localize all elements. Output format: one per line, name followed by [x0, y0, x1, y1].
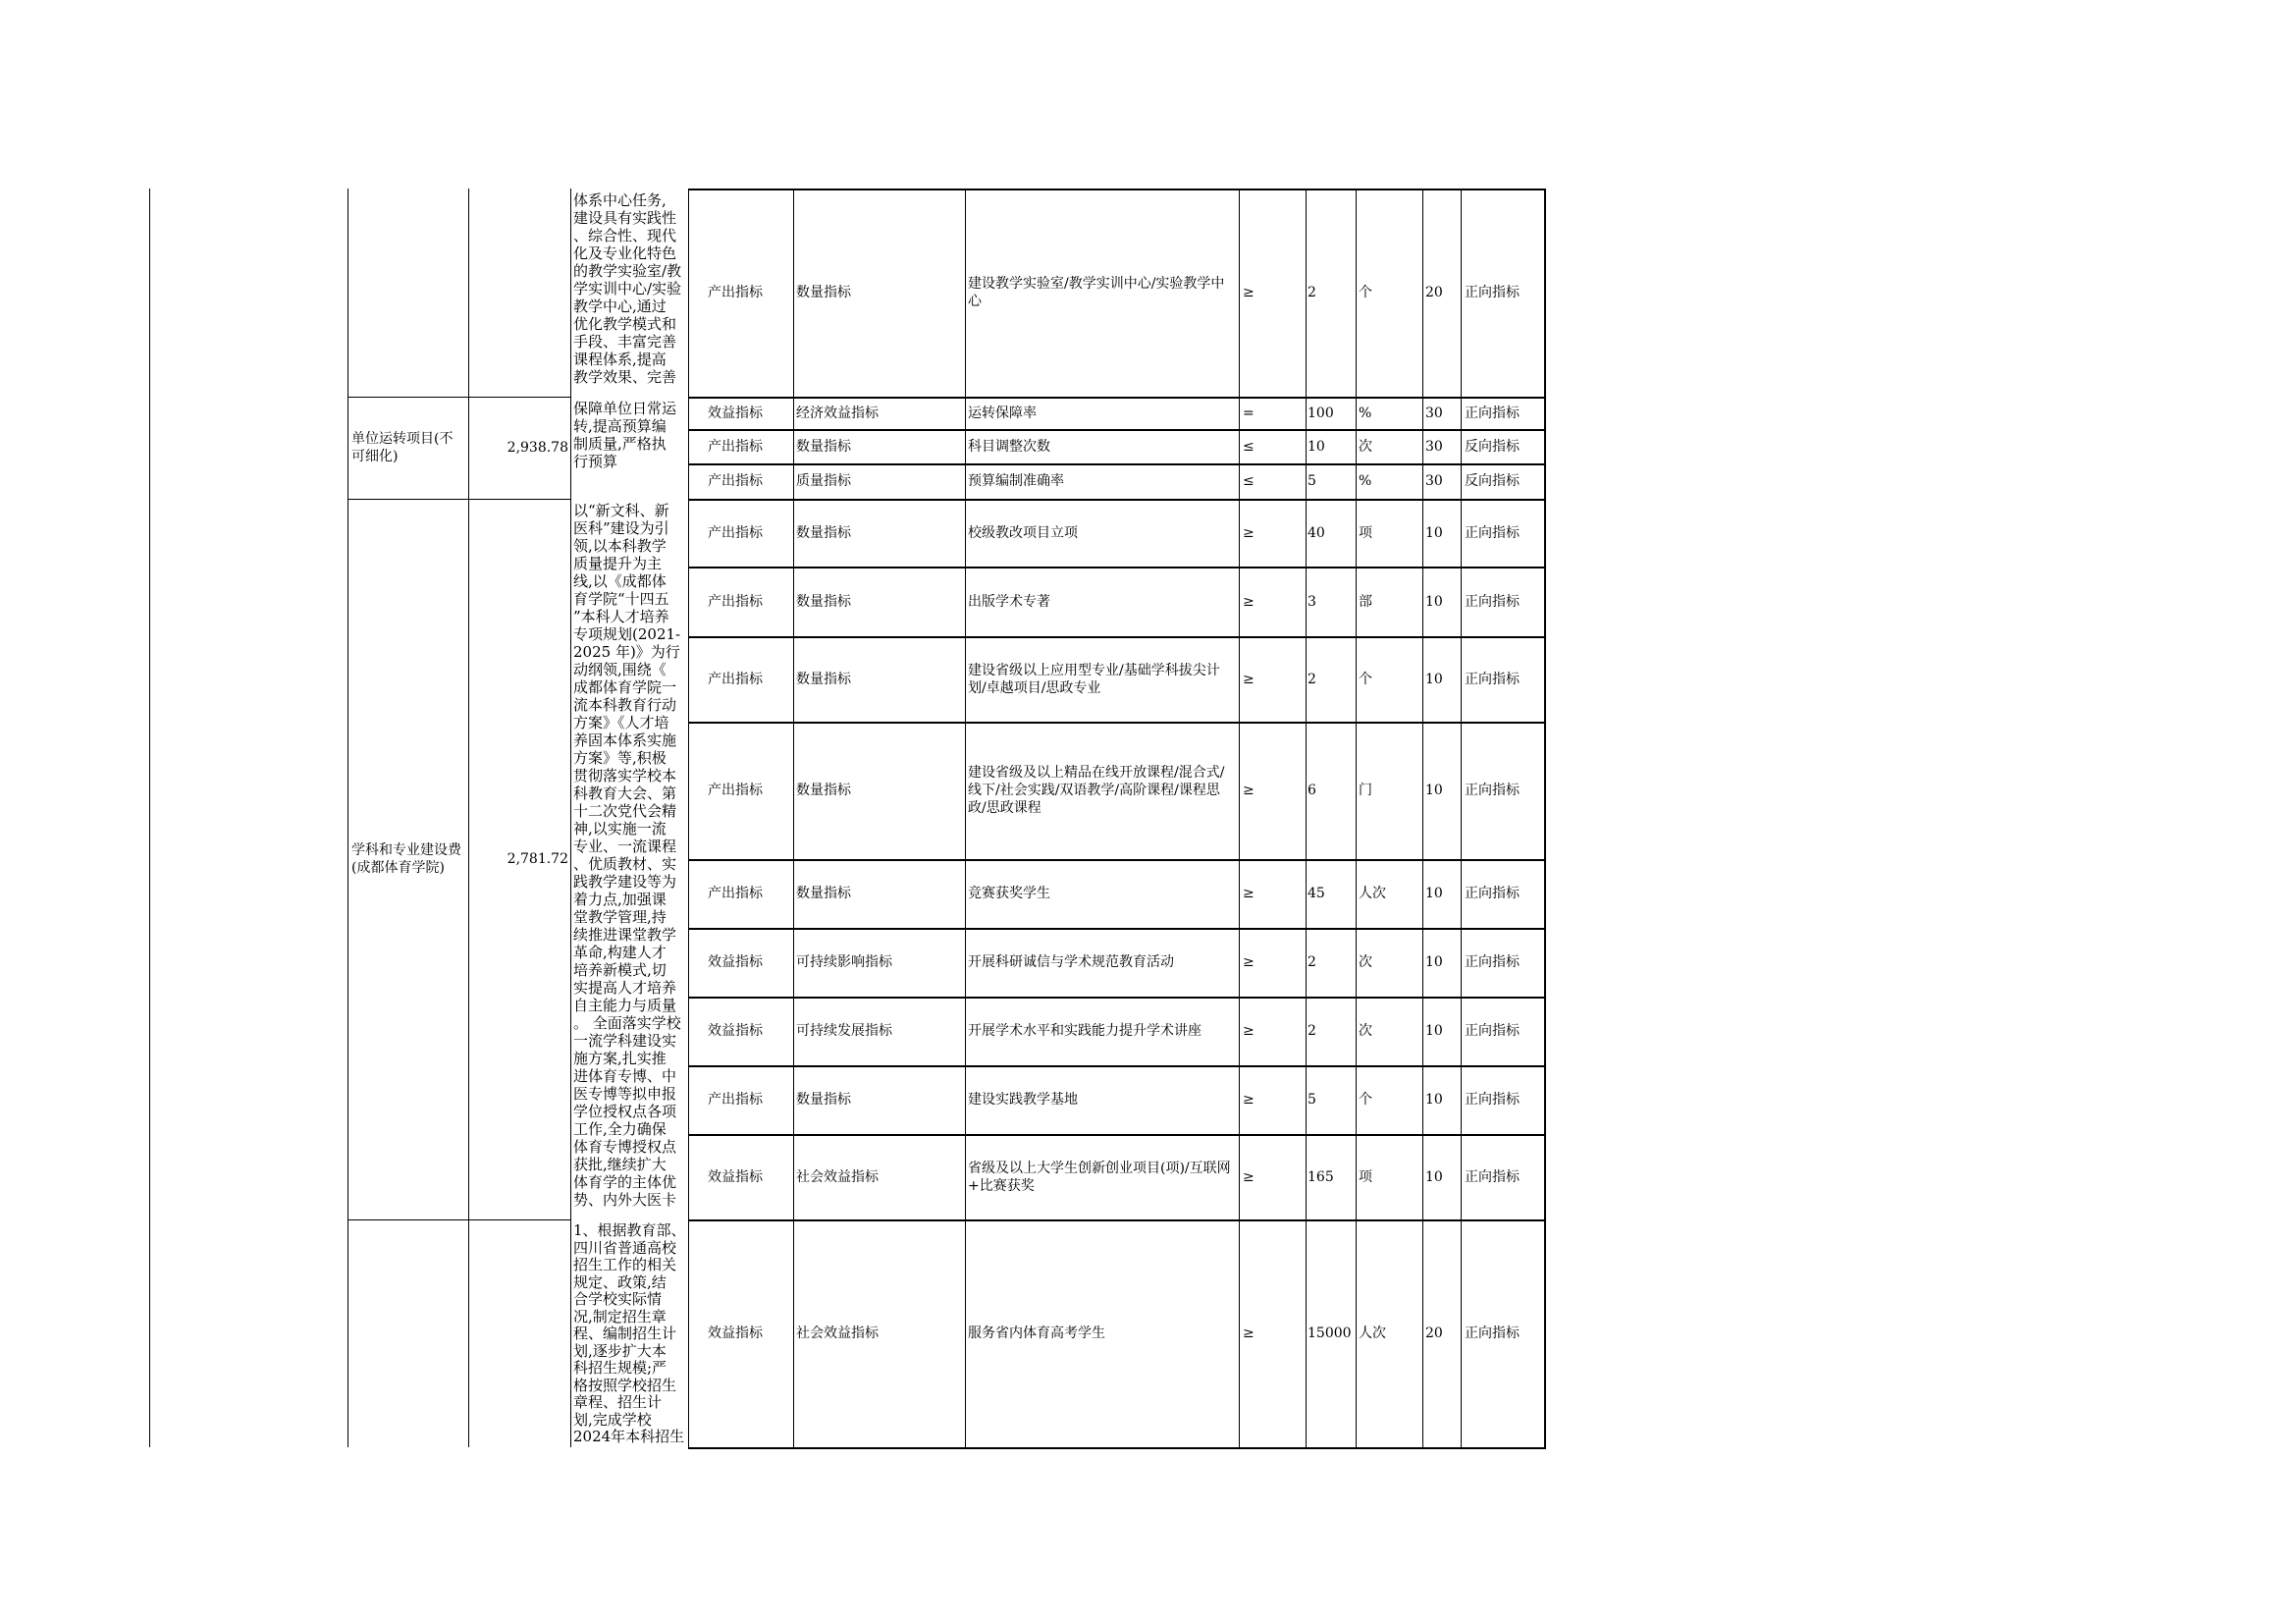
indicator-weight: 30	[1425, 473, 1443, 489]
project-amount: 2,938.78	[507, 440, 568, 456]
goal-line: 、综合性、现代	[573, 227, 677, 244]
measure-unit: 个	[1359, 671, 1372, 687]
level1-indicator: 效益指标	[708, 1325, 763, 1341]
column-divider	[688, 189, 689, 1447]
row-divider	[688, 859, 1546, 861]
indicator-weight: 10	[1425, 1168, 1443, 1185]
goal-line: 专项规划(2021-	[573, 625, 681, 643]
goal-line: 制质量,严格执	[573, 435, 667, 453]
target-value: 6	[1308, 783, 1316, 798]
column-divider	[1461, 189, 1462, 1447]
goal-line: 保障单位日常运	[573, 400, 677, 417]
goal-line: 进体育专博、中	[573, 1067, 677, 1085]
measure-unit: 项	[1359, 524, 1372, 541]
level2-indicator: 社会效益指标	[796, 1325, 879, 1341]
level1-indicator: 产出指标	[708, 593, 763, 610]
indicator-weight: 10	[1425, 524, 1443, 541]
project-goal	[573, 1222, 687, 1446]
goal-line: 。 全面落实学校	[573, 1014, 681, 1032]
indicator-direction: 反向指标	[1465, 438, 1520, 455]
level1-indicator: 产出指标	[708, 783, 763, 798]
comparison-operator: ≥	[1243, 285, 1255, 300]
goal-line: 体育专博授权点	[573, 1138, 677, 1156]
goal-line: 招生工作的相关	[573, 1256, 677, 1273]
column-divider	[965, 189, 966, 1447]
indicator-name: 开展科研诚信与学术规范教育活动	[968, 954, 1174, 970]
measure-unit: 个	[1359, 285, 1372, 300]
measure-unit: 次	[1359, 438, 1372, 455]
indicator-weight: 30	[1425, 438, 1443, 455]
goal-line: 行预算	[573, 453, 618, 470]
column-divider	[1239, 189, 1240, 1447]
comparison-operator: ≥	[1243, 1325, 1255, 1341]
goal-line: 划,逐步扩大本	[573, 1341, 667, 1360]
goal-line: 以“新文科、新	[573, 502, 669, 519]
indicator-direction: 正向指标	[1465, 1168, 1520, 1185]
goal-line: 流本科教育行动	[573, 696, 677, 714]
comparison-operator: ≤	[1243, 473, 1255, 489]
goal-line: 手段、丰富完善	[573, 333, 677, 351]
goal-line: 质量提升为主	[573, 555, 663, 572]
goal-line: 科招生规模;严	[573, 1359, 667, 1377]
goal-line: 神,以实施一流	[573, 820, 667, 838]
goal-line: 划,完成学校	[573, 1410, 652, 1429]
column-divider	[1356, 189, 1357, 1447]
goal-line: 续推进课堂教学	[573, 926, 677, 944]
level1-indicator: 效益指标	[708, 1168, 763, 1185]
indicator-name: 建设省级及以上精品在线开放课程/混合式/线下/社会实践/双语教学/高阶课程/课程思政/思政课程	[968, 765, 1225, 816]
row-divider	[688, 189, 1546, 190]
level1-indicator: 产出指标	[708, 671, 763, 687]
indicator-direction: 正向指标	[1465, 671, 1520, 687]
measure-unit: 次	[1359, 1023, 1372, 1039]
row-divider	[688, 567, 1546, 568]
level1-indicator: 效益指标	[708, 1023, 763, 1039]
project-goal	[573, 502, 687, 1218]
measure-unit: 次	[1359, 954, 1372, 970]
row-divider	[688, 397, 1546, 399]
level2-indicator: 数量指标	[796, 524, 851, 541]
comparison-operator: ≥	[1243, 524, 1255, 541]
goal-line: 着力点,加强课	[573, 891, 667, 908]
indicator-direction: 正向指标	[1465, 1325, 1520, 1341]
comparison-operator: ≥	[1243, 1168, 1255, 1185]
goal-line: 学位授权点各项	[573, 1103, 677, 1120]
column-divider	[347, 189, 348, 1447]
measure-unit: 部	[1359, 593, 1372, 610]
indicator-weight: 30	[1425, 405, 1443, 421]
goal-line: 培养新模式,切	[573, 961, 667, 979]
row-divider	[688, 499, 1546, 501]
indicator-name: 建设实践教学基地	[968, 1092, 1078, 1108]
indicator-direction: 正向指标	[1465, 524, 1520, 541]
indicator-weight: 10	[1425, 783, 1443, 798]
column-divider	[570, 189, 571, 1447]
row-divider	[688, 928, 1546, 930]
goal-line: 体育学的主体优	[573, 1173, 677, 1191]
comparison-operator: =	[1243, 405, 1255, 421]
row-divider	[688, 1134, 1546, 1136]
indicator-name: 出版学术专著	[968, 593, 1050, 610]
goal-line: 成都体育学院一	[573, 678, 677, 696]
target-value: 10	[1308, 438, 1325, 455]
level2-indicator: 数量指标	[796, 438, 851, 455]
goal-line: 学实训中心/实验	[573, 280, 682, 298]
project-goal	[573, 191, 687, 396]
target-value: 165	[1308, 1168, 1334, 1185]
comparison-operator: ≤	[1243, 438, 1255, 455]
measure-unit: 门	[1359, 783, 1372, 798]
indicator-direction: 正向指标	[1465, 1023, 1520, 1039]
indicator-name: 服务省内体育高考学生	[968, 1325, 1105, 1341]
table-border-left	[149, 189, 150, 1447]
indicator-name: 竞赛获奖学生	[968, 886, 1050, 901]
indicator-direction: 正向指标	[1465, 1092, 1520, 1108]
target-value: 3	[1308, 593, 1316, 610]
project-divider	[347, 1219, 570, 1220]
goal-line: 2025 年)》为行	[573, 643, 680, 661]
measure-unit: %	[1359, 473, 1372, 489]
goal-line: 况,制定招生章	[573, 1307, 667, 1325]
goal-line: 化及专业化特色	[573, 244, 677, 262]
project-amount: 2,781.72	[507, 851, 568, 867]
goal-line: ”本科人才培养	[573, 608, 669, 625]
goal-line: 规定、政策,结	[573, 1272, 667, 1291]
level2-indicator: 质量指标	[796, 473, 851, 489]
goal-line: 教学中心,通过	[573, 298, 667, 315]
comparison-operator: ≥	[1243, 1092, 1255, 1108]
indicator-name: 校级教改项目立项	[968, 524, 1078, 541]
goal-line: 自主能力与质量	[573, 997, 677, 1014]
goal-line: 贯彻落实学校本	[573, 767, 677, 784]
indicator-name: 开展学术水平和实践能力提升学术讲座	[968, 1023, 1201, 1039]
goal-line: 线,以《成都体	[573, 572, 667, 590]
level1-indicator: 效益指标	[708, 405, 763, 421]
goal-line: 2024年本科招生	[573, 1428, 685, 1445]
goal-line: 程、编制招生计	[573, 1325, 677, 1342]
goal-line: 方案》等,积极	[573, 749, 667, 767]
level1-indicator: 产出指标	[708, 285, 763, 300]
column-divider	[1422, 189, 1423, 1447]
project-goal	[573, 400, 687, 498]
comparison-operator: ≥	[1243, 1023, 1255, 1039]
level2-indicator: 数量指标	[796, 671, 851, 687]
goal-line: 体系中心任务,	[573, 191, 667, 209]
goal-line: 科教育大会、第	[573, 784, 677, 802]
level1-indicator: 产出指标	[708, 524, 763, 541]
target-value: 2	[1308, 671, 1316, 687]
target-value: 15000	[1308, 1325, 1352, 1341]
goal-line: 革命,构建人才	[573, 944, 667, 961]
indicator-direction: 正向指标	[1465, 783, 1520, 798]
goal-line: 教学效果、完善	[573, 368, 677, 386]
target-value: 45	[1308, 886, 1325, 901]
target-value: 2	[1308, 285, 1316, 300]
goal-line: 的教学实验室/教	[573, 262, 682, 280]
indicator-weight: 10	[1425, 671, 1443, 687]
column-divider	[1306, 189, 1307, 1447]
measure-unit: 项	[1359, 1168, 1372, 1185]
level2-indicator: 数量指标	[796, 886, 851, 901]
row-divider	[688, 722, 1546, 724]
row-divider	[688, 997, 1546, 999]
goal-line: 十二次党代会精	[573, 802, 677, 820]
goal-line: 施方案,扎实推	[573, 1050, 667, 1067]
goal-line: 格按照学校招生	[573, 1376, 677, 1394]
goal-line: 课程体系,提高	[573, 351, 667, 368]
project-name: 学科和专业建设费(成都体育学院)	[351, 842, 461, 876]
measure-unit: 人次	[1359, 1325, 1386, 1341]
measure-unit: 人次	[1359, 886, 1386, 901]
goal-line: 专业、一流课程	[573, 838, 677, 855]
goal-line: 养固本体系实施	[573, 731, 677, 749]
indicator-weight: 10	[1425, 954, 1443, 970]
goal-line: 章程、招生计	[573, 1393, 663, 1411]
goal-line: 方案》《人才培	[573, 714, 669, 731]
column-divider	[793, 189, 794, 1447]
comparison-operator: ≥	[1243, 783, 1255, 798]
goal-line: 一流学科建设实	[573, 1032, 677, 1050]
indicator-weight: 20	[1425, 285, 1443, 300]
goal-line: 1、根据教育部、	[573, 1222, 686, 1239]
indicator-weight: 10	[1425, 886, 1443, 901]
level2-indicator: 经济效益指标	[796, 405, 879, 421]
target-value: 2	[1308, 1023, 1316, 1039]
indicator-direction: 正向指标	[1465, 405, 1520, 421]
goal-line: 建设具有实践性	[573, 209, 677, 227]
goal-line: 优化教学模式和	[573, 315, 677, 333]
target-value: 5	[1308, 473, 1316, 489]
level1-indicator: 产出指标	[708, 1092, 763, 1108]
measure-unit: %	[1359, 405, 1372, 421]
indicator-weight: 10	[1425, 1023, 1443, 1039]
indicator-direction: 正向指标	[1465, 886, 1520, 901]
target-value: 5	[1308, 1092, 1316, 1108]
row-divider	[688, 1065, 1546, 1067]
row-divider	[688, 636, 1546, 638]
column-divider	[468, 189, 469, 1447]
indicator-weight: 10	[1425, 593, 1443, 610]
comparison-operator: ≥	[1243, 954, 1255, 970]
level2-indicator: 数量指标	[796, 285, 851, 300]
goal-line: 医专博等拟申报	[573, 1085, 677, 1103]
level2-indicator: 可持续影响指标	[796, 954, 892, 970]
goal-line: 动纲领,围绕《	[573, 661, 667, 678]
goal-line: 势、内外大医卡	[573, 1191, 677, 1209]
comparison-operator: ≥	[1243, 671, 1255, 687]
goal-line: 、优质教材、实	[573, 855, 677, 873]
goal-line: 堂教学管理,持	[573, 908, 667, 926]
indicator-name: 科目调整次数	[968, 438, 1050, 455]
level2-indicator: 社会效益指标	[796, 1168, 879, 1185]
comparison-operator: ≥	[1243, 593, 1255, 610]
goal-line: 医科”建设为引	[573, 519, 669, 537]
indicator-weight: 20	[1425, 1325, 1443, 1341]
level1-indicator: 产出指标	[708, 473, 763, 489]
goal-line: 合学校实际情	[573, 1290, 663, 1308]
indicator-weight: 10	[1425, 1092, 1443, 1108]
level2-indicator: 可持续发展指标	[796, 1023, 892, 1039]
level1-indicator: 效益指标	[708, 954, 763, 970]
indicator-direction: 正向指标	[1465, 285, 1520, 300]
table-border-right	[1544, 189, 1546, 1447]
project-divider	[347, 397, 570, 398]
indicator-direction: 反向指标	[1465, 473, 1520, 489]
indicator-name: 建设省级以上应用型专业/基础学科拔尖计划/卓越项目/思政专业	[968, 662, 1220, 696]
row-divider	[688, 429, 1546, 431]
target-value: 2	[1308, 954, 1316, 970]
goal-line: 四川省普通高校	[573, 1238, 677, 1257]
indicator-name: 预算编制准确率	[968, 473, 1064, 489]
goal-line: 育学院“十四五	[573, 590, 669, 608]
goal-line: 践教学建设等为	[573, 873, 677, 891]
project-name: 单位运转项目(不可细化)	[351, 431, 454, 464]
target-value: 40	[1308, 524, 1325, 541]
goal-line: 领,以本科教学	[573, 537, 667, 555]
goal-line: 获批,继续扩大	[573, 1156, 667, 1173]
comparison-operator: ≥	[1243, 886, 1255, 901]
measure-unit: 个	[1359, 1092, 1372, 1108]
goal-line: 转,提高预算编	[573, 417, 667, 435]
row-divider	[688, 463, 1546, 465]
level2-indicator: 数量指标	[796, 1092, 851, 1108]
level1-indicator: 产出指标	[708, 438, 763, 455]
level2-indicator: 数量指标	[796, 593, 851, 610]
project-divider	[347, 499, 570, 500]
indicator-name: 建设教学实验室/教学实训中心/实验教学中心	[968, 276, 1225, 309]
indicator-direction: 正向指标	[1465, 593, 1520, 610]
level1-indicator: 产出指标	[708, 886, 763, 901]
goal-line: 工作,全力确保	[573, 1120, 667, 1138]
level2-indicator: 数量指标	[796, 783, 851, 798]
row-divider	[688, 1219, 1546, 1221]
target-value: 100	[1308, 405, 1334, 421]
row-divider	[688, 1447, 1546, 1449]
goal-line: 实提高人才培养	[573, 979, 677, 997]
indicator-name: 省级及以上大学生创新创业项目(项)/互联网+比赛获奖	[968, 1160, 1231, 1194]
indicator-direction: 正向指标	[1465, 954, 1520, 970]
indicator-name: 运转保障率	[968, 405, 1037, 421]
